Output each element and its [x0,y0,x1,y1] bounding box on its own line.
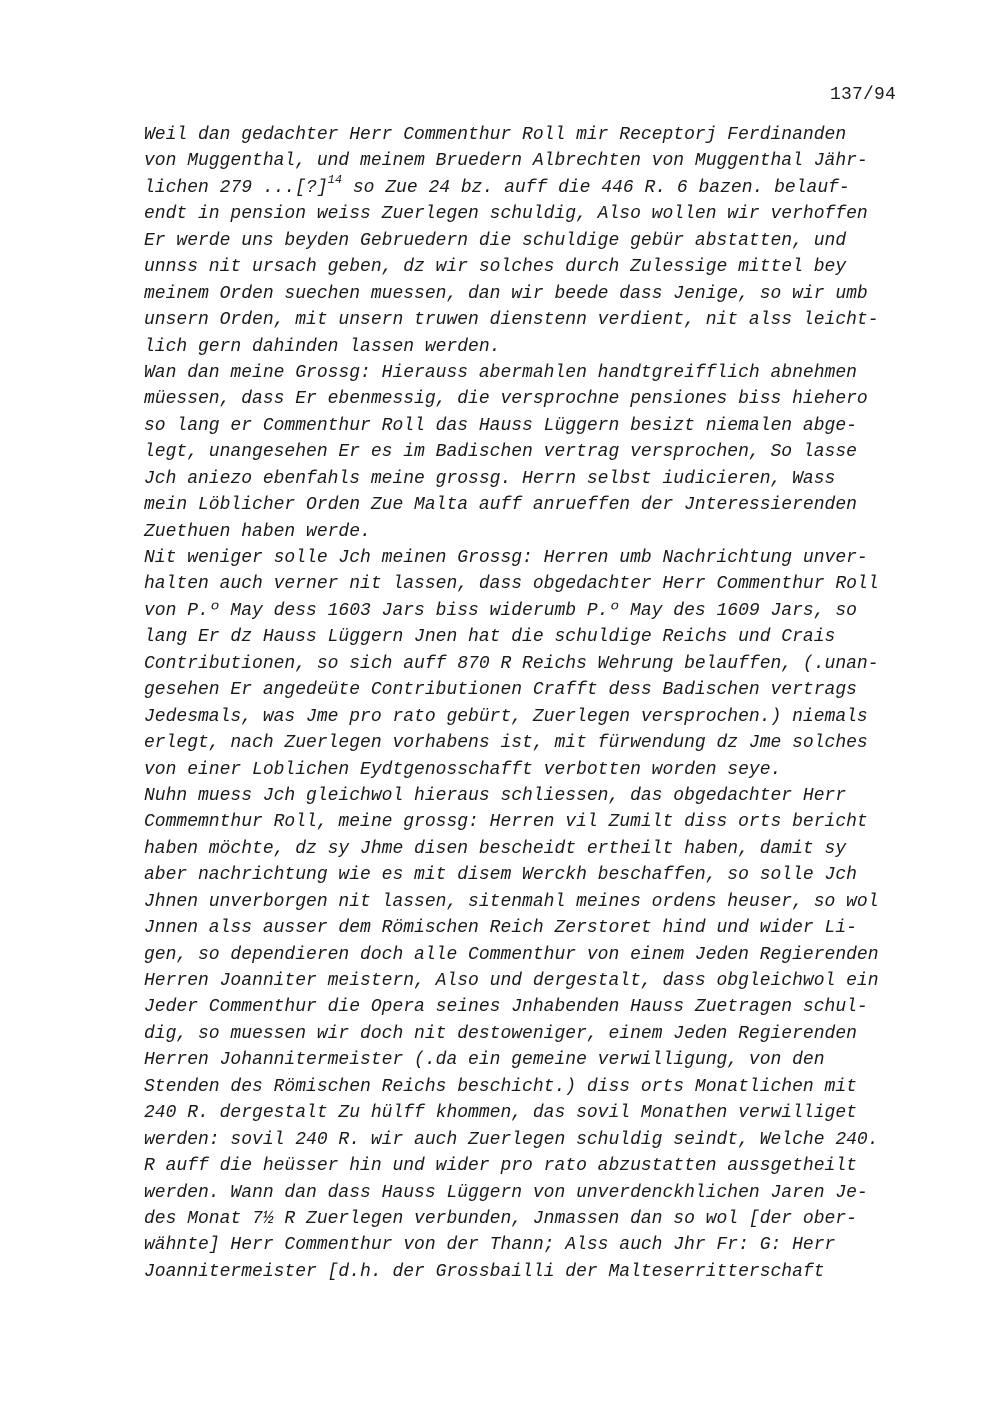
text-line: Commemnthur Roll, meine grossg: Herren vil Zumilt diss orts bericht [144,812,868,833]
text-line: legt, unangesehen Er es im Badischen vertrag versprochen, So lasse [144,442,857,463]
text-line: von Muggenthal, und meinem Bruedern Albrechten von Muggenthal Jähr- [144,151,868,172]
text-line: halten auch verner nit lassen, dass obgedachter Herr Commenthur Roll [144,574,879,595]
text-line: von einer Loblichen Eydtgenosschafft verbotten worden seye. [144,759,782,780]
text-line: dig, so muessen wir doch nit destoweniger, einem Jeden Regierenden [144,1023,857,1044]
page-number: 137/94 [830,85,897,105]
text-segment: lichen 279 ...[?] [144,177,328,198]
text-line: Herren Johannitermeister (.da ein gemeine verwilligung, von den [144,1050,825,1071]
text-segment: so Zue 24 bz. auff die 446 R. 6 bazen. belauf- [342,177,850,198]
text-line: Jhnen unverborgen nit lassen, sitenmahl meines ordens heuser, so wol [144,891,879,912]
text-line: werden: sovil 240 R. wir auch Zuerlegen schuldig seindt, Welche 240. [144,1129,879,1150]
text-line: gen, so dependieren doch alle Commenthur von einem Jeden Regierenden [144,944,879,965]
text-line: erlegt, nach Zuerlegen vorhabens ist, mit fürwendung dz Jme solches [144,733,868,754]
text-line: Jeder Commenthur die Opera seines Jnhabenden Hauss Zuetragen schul- [144,997,868,1018]
text-line: des Monat 7½ R Zuerlegen verbunden, Jnmassen dan so wol [der ober- [144,1208,857,1229]
text-line: aber nachrichtung wie es mit disem Werckh beschaffen, so solle Jch [144,865,857,886]
text-line: Herren Joanniter meistern, Also und dergestalt, dass obgleichwol ein [144,971,879,991]
footnote-marker[interactable]: 14 [327,172,343,187]
text-line: Stenden des Römischen Reichs beschicht.) diss orts Monatlichen mit [144,1076,857,1097]
text-line: meinem Orden suechen muessen, dan wir beede dass Jenige, so wir umb [144,283,868,304]
text-line: lang Er dz Hauss Lüggern Jnen hat die schuldige Reichs und Crais [144,627,836,648]
text-line: gesehen Er angedeüte Contributionen Crafft dess Badischen vertrags [144,680,857,701]
text-line: mein Löblicher Orden Zue Malta auff anrueffen der Jnteressierenden [144,495,857,516]
text-line: müessen, dass Er ebenmessig, die versprochne pensiones biss hiehero [144,389,868,410]
transcription-body [144,122,924,1285]
text-line: werden. Wann dan dass Hauss Lüggern von unverdenckhlichen Jaren Je- [144,1182,868,1203]
text-line: Joannitermeister [d.h. der Grossbailli der Malteserritterschaft [144,1261,825,1282]
text-line: Contributionen, so sich auff 870 R Reichs Wehrung belauffen, (.unan- [144,653,879,674]
text-line-with-footnote [144,172,924,201]
text-line: Jnnen alss ausser dem Römischen Reich Zerstoret hind und wider Li- [144,918,857,939]
text-line: lich gern dahinden lassen werden. [144,336,501,357]
text-line: unsern Orden, mit unsern truwen dienstenn verdient, nit alss leicht- [144,310,879,331]
text-line: Nit weniger solle Jch meinen Grossg: Herren umb Nachrichtung unver- [144,548,868,568]
text-line: Nuhn muess Jch gleichwol hieraus schliessen, das obgedachter Herr [144,785,847,806]
text-line: endt in pension weiss Zuerlegen schuldig, Also wollen wir verhoffen [144,204,868,225]
text-line: wähnte] Herr Commenthur von der Thann; Alss auch Jhr Fr: G: Herr [144,1235,836,1256]
text-line: unnss nit ursach geben, dz wir solches durch Zulessige mittel bey [144,257,847,278]
text-line: 240 R. dergestalt Zu hülff khommen, das sovil Monathen verwilliget [144,1103,857,1124]
text-line: von P.º May dess 1603 Jars biss widerumb P.º May des 1609 Jars, so [144,600,857,621]
text-line: Jch aniezo ebenfahls meine grossg. Herrn selbst iudicieren, Wass [144,468,836,489]
text-line: haben möchte, dz sy Jhme disen bescheidt ertheilt haben, damit sy [144,838,847,859]
text-line: Jedesmals, was Jme pro rato gebürt, Zuerlegen versprochen.) niemals [144,706,868,727]
text-line: Zuethuen haben werde. [144,521,371,542]
text-line: Er werde uns beyden Gebruedern die schuldige gebür abstatten, und [144,230,847,251]
text-line: Wan dan meine Grossg: Hierauss abermahlen handtgreifflich abnehmen [144,362,857,383]
text-line: so lang er Commenthur Roll das Hauss Lüggern besizt niemalen abge- [144,415,857,436]
text-line: Weil dan gedachter Herr Commenthur Roll mir Receptorj Ferdinanden [144,125,847,145]
text-line: R auff die heüsser hin und wider pro rato abzustatten aussgetheilt [144,1156,857,1177]
